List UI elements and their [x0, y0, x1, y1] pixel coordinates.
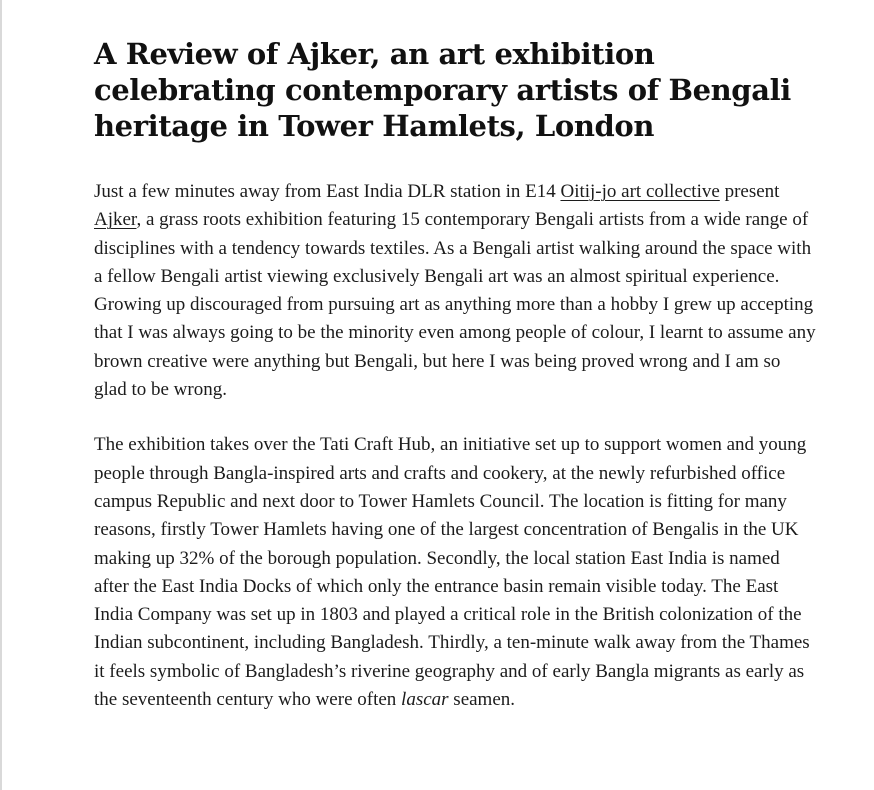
article	[94, 36, 816, 714]
paragraph-venue	[94, 431, 816, 714]
paragraph-intro	[94, 178, 816, 404]
p1-text-middle: present	[719, 181, 780, 202]
article-title: A Review of Ajker, an art exhibition celebrating contemporary artists of Bengali heritage in Tower Hamlets, London	[94, 37, 791, 143]
p1-text-start: Just a few minutes away from East India DLR station in E14	[94, 181, 561, 202]
p2-text-end: seamen.	[448, 689, 516, 711]
ajker-exhibition-link[interactable]: Ajker	[94, 209, 137, 231]
p2-text-main: The exhibition takes over the Tati Craft Hub, an initiative set up to support women and young people through Bangla-inspired arts and crafts and cookery, at the newly refurbished office campus Republic and next door to Tower Hamlets Council. The location is fitting for many reasons, firstly Tower Hamlets having one of the largest concentration of Bengalis in the UK making up 32% of the borough population. Secondly, the local station East India is named after the East India Docks of which only the entrance basin remain visible today. The East India Company was set up in 1803 and played a critical role in the British colonization of the Indian subcontinent, including Bangladesh. Thirdly, a ten-minute walk away from the Thames it feels symbolic of Bangladesh’s riverine geography and of early Bangla migrants as early as the seventeenth century who were often	[94, 434, 810, 711]
lascar-italic: lascar	[401, 689, 449, 711]
oitij-jo-collective-link[interactable]: Oitij-jo art collective	[560, 181, 720, 202]
p1-text-end: , a grass roots exhibition featuring 15 contemporary Bengali artists from a wide range of disciplines with a tendency towards textiles. As a Bengali artist walking around the space with a fellow Bengali artist viewing exclusively Bengali art was an almost spiritual experience. Growing up discouraged from pursuing art as anything more than a hobby I grew up accepting that I was always going to be the minority even among people of colour, I learnt to assume any brown creative were anything but Bengali, but here I was being proved wrong and I am so glad to be wrong.	[94, 209, 816, 401]
page-edge-divider	[0, 0, 2, 790]
